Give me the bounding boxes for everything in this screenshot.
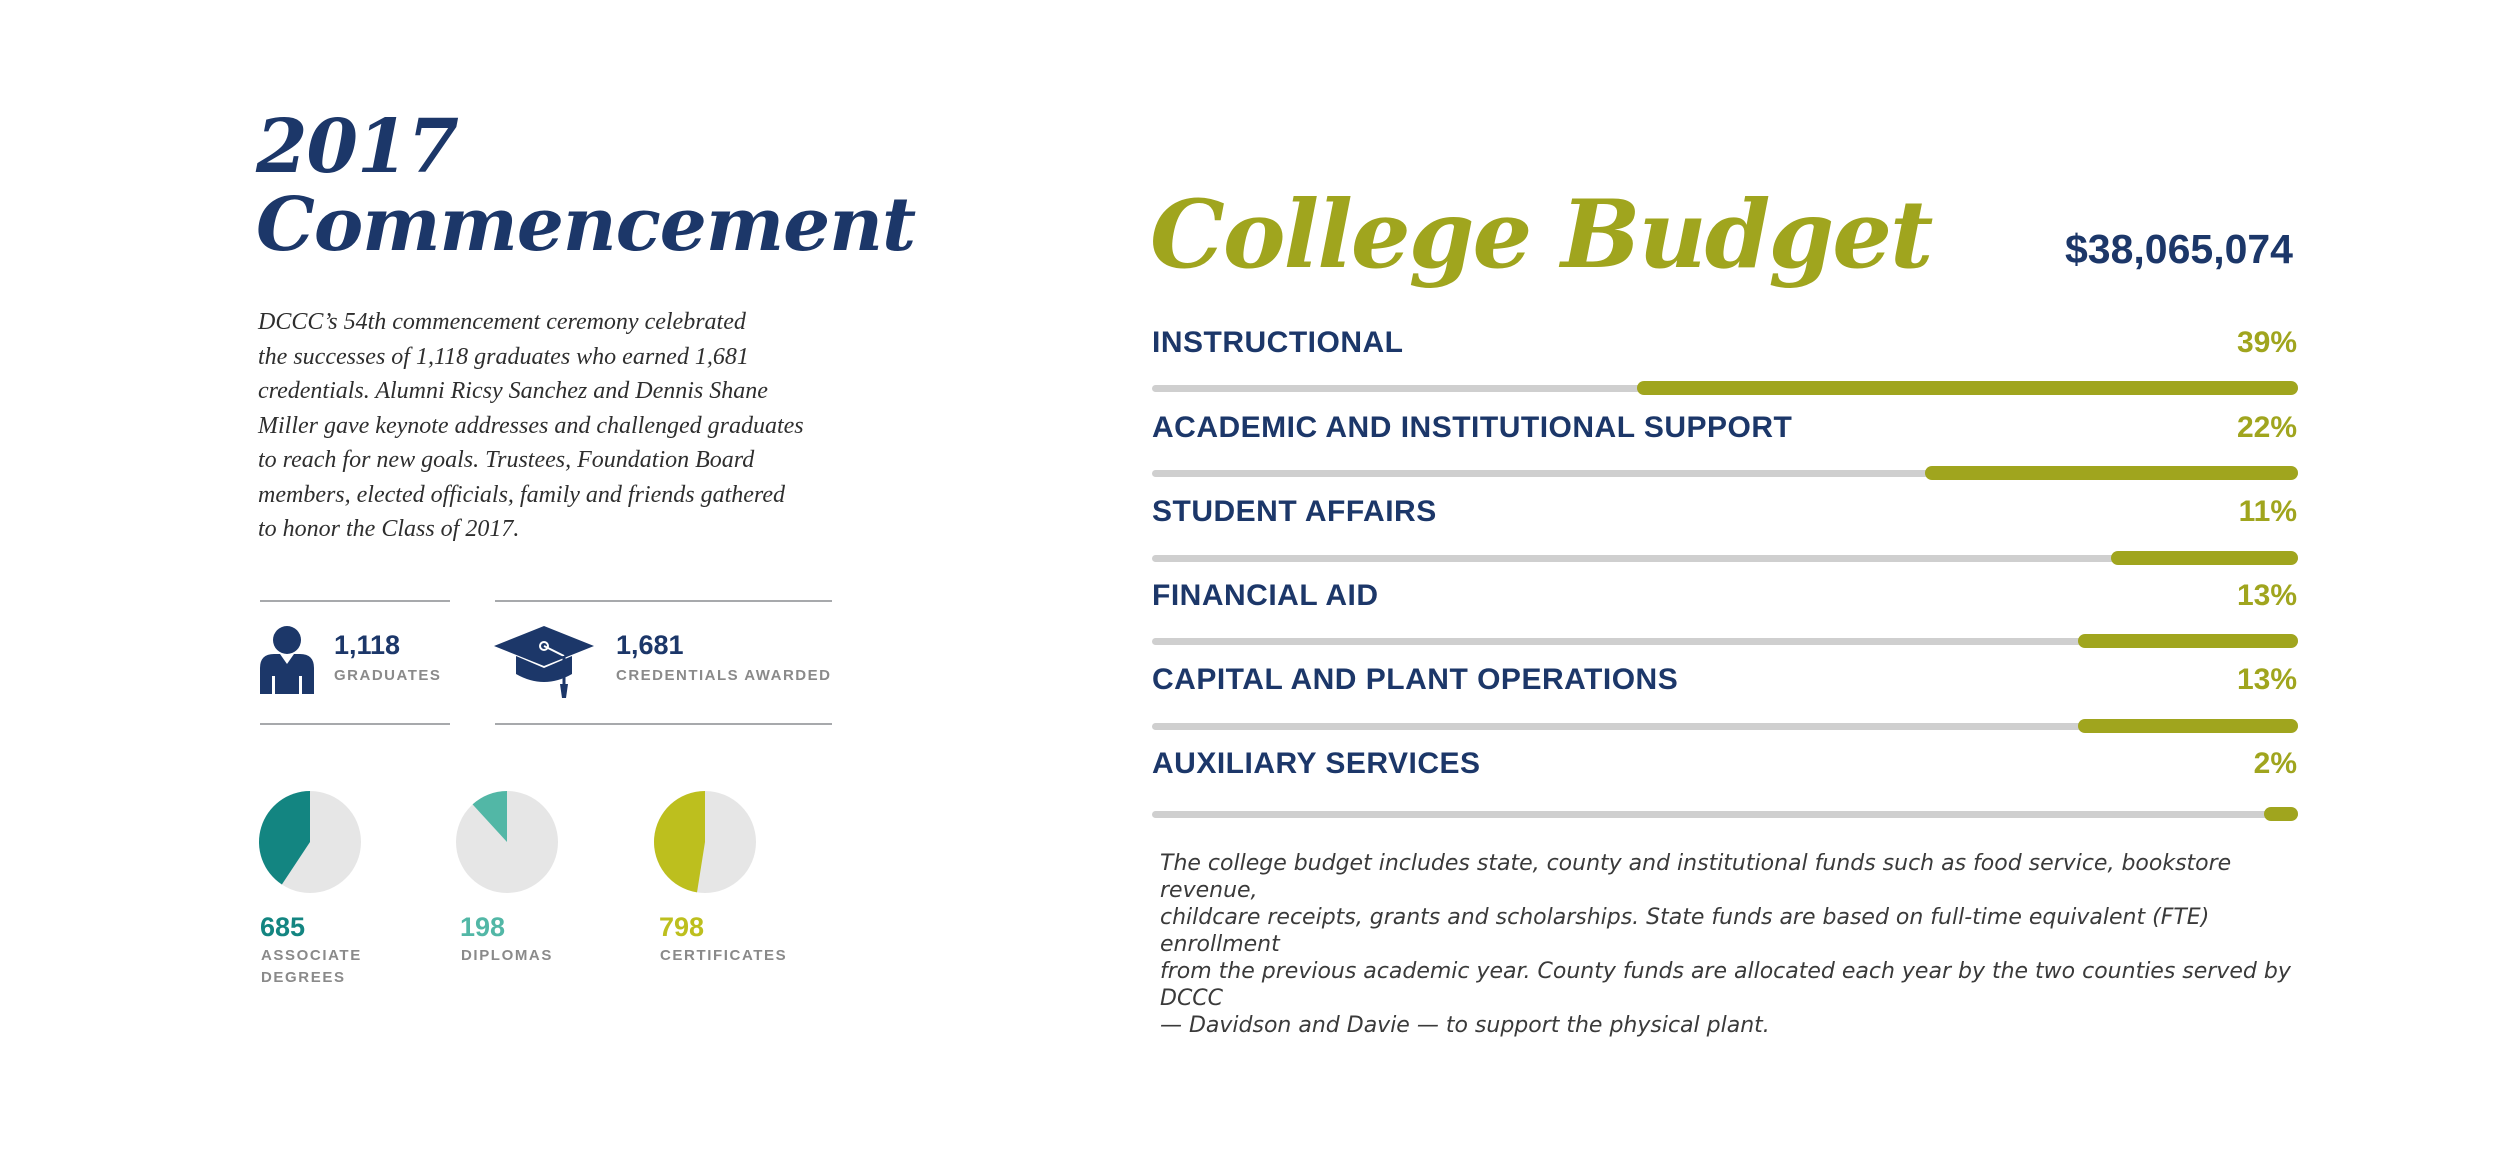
budget-category-label: FINANCIAL AID [1152,579,1379,612]
intro-line: credentials. Alumni Ricsy Sanchez and Dennis Shane [258,378,768,404]
intro-line: members, elected officials, family and friends gathered [258,481,786,508]
commencement-title-year: 2017 [256,104,458,190]
budget-category-percent: 11% [2238,495,2297,528]
budget-bar-fill [1637,381,2298,395]
budget-note [1160,850,2300,1039]
label-line: CERTIFICATES [660,947,788,964]
stat-divider-top-credentials [495,600,832,602]
budget-category-label: STUDENT AFFAIRS [1152,495,1437,528]
budget-title: College Budget [1150,180,1932,290]
intro-line: to reach for new goals. Trustees, Foundation Board [258,447,755,473]
commencement-intro [258,305,870,547]
budget-category-percent: 2% [2253,747,2297,780]
budget-bar-fill [1925,466,2298,480]
budget-bar-track [1152,470,2298,477]
person-icon [258,624,316,694]
graduation-cap-icon [492,624,596,700]
diplomas-count: 198 [460,912,506,942]
note-line: childcare receipts, grants and scholarships. State funds are based on full-time equivalent (FTE) enrollment [1160,905,2210,957]
budget-category-label: CAPITAL AND PLANT OPERATIONS [1152,663,1679,696]
commencement-title [256,104,916,268]
diplomas-label [461,945,553,967]
credentials-label: CREDENTIALS AWARDED [616,667,832,684]
budget-category-percent: 39% [2236,326,2297,359]
budget-bar-track [1152,555,2298,562]
budget-bar-track [1152,385,2298,392]
budget-bar-fill [2111,551,2298,565]
stat-divider-bottom-credentials [495,723,832,725]
budget-category-percent: 22% [2236,411,2297,444]
budget-category-label: INSTRUCTIONAL [1152,326,1404,359]
graduates-count: 1,118 [334,630,401,660]
budget-bar-track [1152,811,2298,818]
credentials-count: 1,681 [616,630,684,660]
label-line: DIPLOMAS [461,947,553,964]
pie-slice-certificates [654,791,705,892]
pie-chart-diplomas [455,790,559,894]
budget-bar-fill [2078,634,2298,648]
intro-line: Miller gave keynote addresses and challenged graduates [258,412,804,439]
note-line: The college budget includes state, county and institutional funds such as food service, bookstore revenue, [1160,851,2232,903]
label-line: ASSOCIATE [261,947,362,964]
budget-category-percent: 13% [2236,579,2297,612]
certificates-count: 798 [659,912,705,942]
pie-chart-certificates [653,790,757,894]
associate-degrees-count: 685 [260,912,306,942]
budget-total: $38,065,074 [2064,226,2293,272]
pie-chart-associate-degrees [258,790,362,894]
intro-line: the successes of 1,118 graduates who earned 1,681 [258,343,749,370]
note-line: — Davidson and Davie — to support the physical plant. [1160,1013,1770,1038]
graduates-label: GRADUATES [334,667,442,684]
note-line: from the previous academic year. County funds are allocated each year by the two counties served by DCCC [1160,959,2291,1011]
budget-bar-track [1152,638,2298,645]
commencement-title-word: Commencement [256,182,916,268]
budget-bar-track [1152,723,2298,730]
budget-category-percent: 13% [2236,663,2297,696]
budget-category-label: AUXILIARY SERVICES [1152,747,1481,780]
certificates-label [660,945,787,967]
budget-bar-fill [2264,807,2298,821]
intro-line: DCCC’s 54th commencement ceremony celebrated [258,309,746,335]
budget-bar-fill [2078,719,2298,733]
stat-divider-bottom-graduates [260,723,450,725]
label-line: DEGREES [261,969,346,986]
budget-category-label: ACADEMIC AND INSTITUTIONAL SUPPORT [1152,411,1793,444]
intro-line: to honor the Class of 2017. [258,516,520,542]
associate-degrees-label [261,945,362,989]
stat-divider-top-graduates [260,600,450,602]
